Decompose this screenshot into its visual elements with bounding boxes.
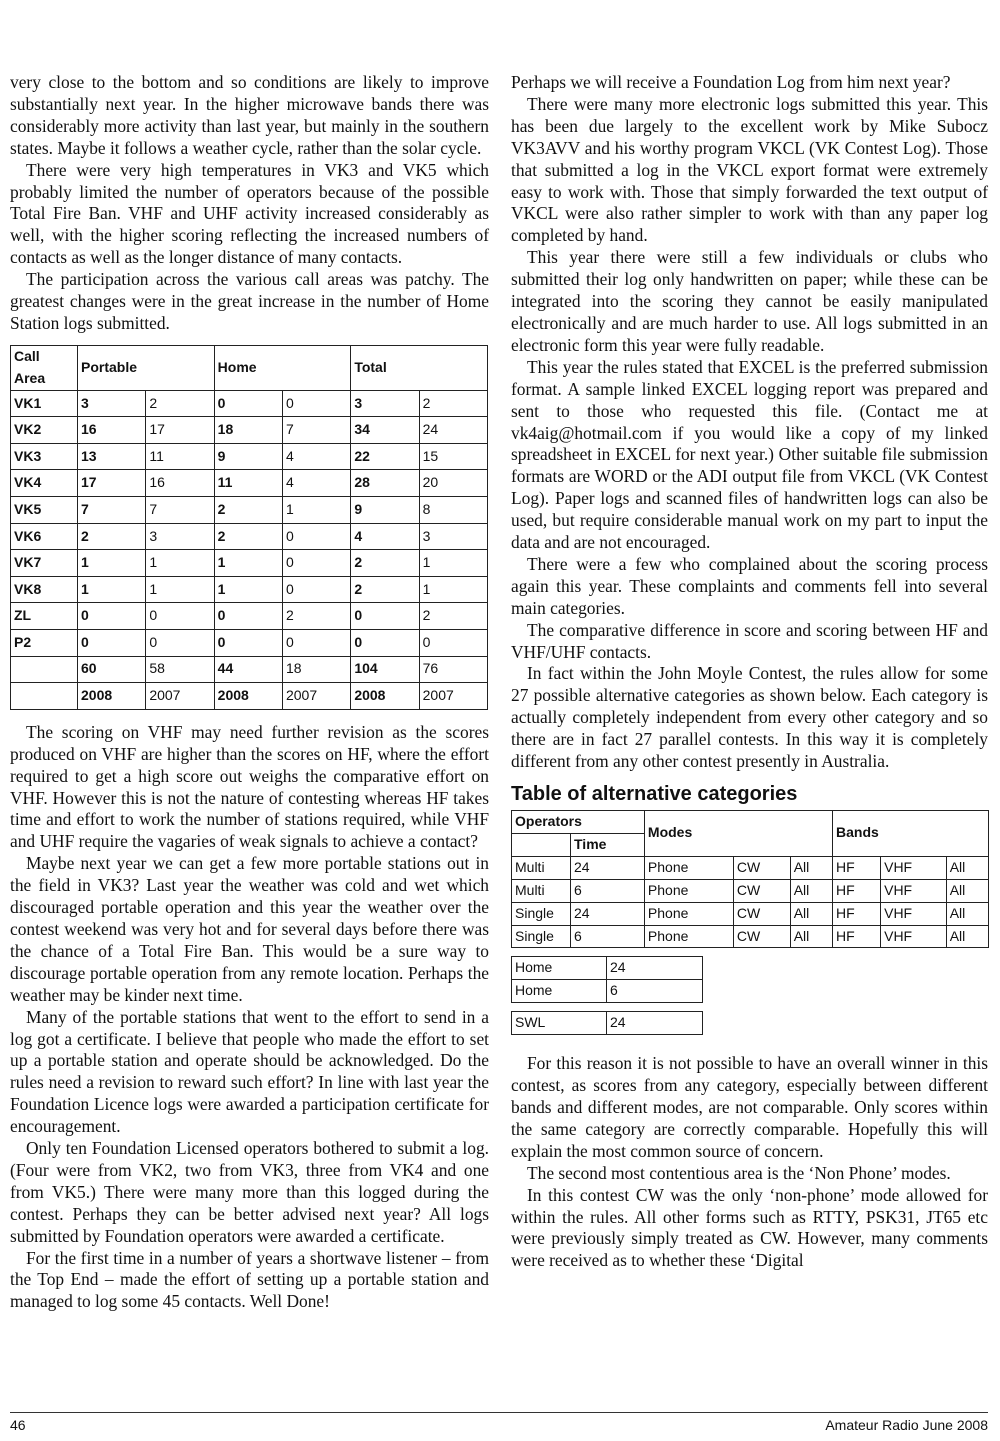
table-cell: 18: [214, 417, 282, 444]
table-cell: 0: [419, 630, 487, 657]
column-header-time: Time: [571, 833, 645, 856]
column-header-bands: Bands: [833, 811, 989, 857]
column-header-operators: Operators: [512, 811, 645, 834]
table-cell: 1: [419, 550, 487, 577]
table-cell: Home: [512, 980, 607, 1003]
paragraph: There were a few who complained about the scoring process again this year. These complaints and comments fell into several main categories.: [511, 553, 988, 618]
paragraph: In fact within the John Moyle Contest, the rules allow for some 27 possible alternative categories as shown below. Each category is actually completely independent from every other category and so there are in fact 27 parallel contests. In this way it is completely different from any other contest presently in Australia.: [511, 663, 988, 772]
right-column: [511, 72, 988, 1272]
table-cell: VK5: [11, 497, 78, 524]
table-cell: 7: [282, 417, 350, 444]
swl-table-body: [512, 1012, 703, 1035]
table-header-row: [11, 345, 488, 390]
table-cell: 24: [607, 1012, 703, 1035]
column-header-call-area: Call Area: [11, 345, 78, 390]
table-cell: VK3: [11, 443, 78, 470]
table-row: [512, 925, 989, 948]
table-cell: Phone: [644, 856, 733, 879]
table-row: [512, 902, 989, 925]
table-cell: 7: [78, 497, 146, 524]
table-row: [512, 957, 703, 980]
table-cell: 0: [214, 630, 282, 657]
table-cell: 0: [282, 550, 350, 577]
paragraph: For this reason it is not possible to have an overall winner in this contest, as scores from any category, especially between different bands and different modes, are not comparable. Only scores within the same category are correctly comparable. Hopefully this will explain the most common source of concern.: [511, 1053, 988, 1161]
table-cell: 2: [146, 390, 214, 417]
table-cell: 1: [146, 550, 214, 577]
table-cell: 2007: [146, 683, 214, 710]
swl-table: [511, 1011, 703, 1035]
table-row: [512, 1012, 703, 1035]
table-row: [11, 390, 488, 417]
table-cell: 16: [146, 470, 214, 497]
table-cell: P2: [11, 630, 78, 657]
table-row: [11, 470, 488, 497]
table-cell: All: [790, 879, 832, 902]
table-cell: 1: [78, 576, 146, 603]
table-cell: 3: [146, 523, 214, 550]
table-cell: [11, 683, 78, 710]
table-cell: 0: [214, 390, 282, 417]
table-cell: 2: [351, 576, 419, 603]
table-cell: All: [946, 856, 988, 879]
table-header-row: [512, 811, 989, 834]
table-cell: 2: [419, 603, 487, 630]
table-cell: 9: [351, 497, 419, 524]
table-cell: 3: [78, 390, 146, 417]
table-cell: 1: [78, 550, 146, 577]
table-cell: ZL: [11, 603, 78, 630]
table-cell: 1: [419, 576, 487, 603]
table-cell: Single: [512, 902, 571, 925]
table-cell: All: [946, 902, 988, 925]
table-cell: 8: [419, 497, 487, 524]
table-cell: 2: [282, 603, 350, 630]
page-number: 46: [10, 1417, 26, 1433]
table-cell: 2: [419, 390, 487, 417]
table-cell: VHF: [881, 902, 947, 925]
table-cell: CW: [733, 925, 790, 948]
footer-divider: [10, 1412, 988, 1413]
table-cell: All: [790, 925, 832, 948]
table-cell: 58: [146, 656, 214, 683]
table-cell: 6: [607, 980, 703, 1003]
table-cell: 1: [282, 497, 350, 524]
table-cell: 76: [419, 656, 487, 683]
categories-table-body: [512, 856, 989, 948]
paragraph: Only ten Foundation Licensed operators bothered to submit a log. (Four were from VK2, two from VK3, three from VK4 and one from VK5.) There were many more than this logged during the contest. Perhaps they can be better advised next year? All logs submitted by Foundation operators were awarded a certificate.: [10, 1138, 489, 1246]
table-cell: CW: [733, 879, 790, 902]
table-cell: 2: [214, 497, 282, 524]
table-cell: 2008: [214, 683, 282, 710]
paragraph: The participation across the various call areas was patchy. The greatest changes were in the great increase in the number of Home Station logs submitted.: [10, 269, 489, 333]
table-cell: 60: [78, 656, 146, 683]
table-cell: CW: [733, 902, 790, 925]
paragraph: The scoring on VHF may need further revision as the scores produced on VHF are higher than the scores on HF, where the effort required to get a high score out weighs the comparative effort on VHF. However this is not the nature of contesting whereas HF takes time and effort to work the number of stations required, while VHF and UHF require the vagaries of weak signals to achieve a contact?: [10, 721, 489, 852]
paragraph: very close to the bottom and so conditions are likely to improve substantially next year. In the higher microwave bands there was considerably more activity than last year, but mainly in the southern states. Maybe it follows a weather cycle, rather than the solar cycle.: [10, 72, 489, 158]
table-cell: 44: [214, 656, 282, 683]
table-cell: VHF: [881, 879, 947, 902]
table-cell: 15: [419, 443, 487, 470]
column-header-modes: Modes: [644, 811, 832, 857]
paragraph: Perhaps we will receive a Foundation Log from him next year?: [511, 72, 951, 92]
column-header-home: Home: [214, 345, 351, 390]
table-cell: Single: [512, 925, 571, 948]
table-row: [11, 417, 488, 444]
table-cell: 24: [571, 902, 645, 925]
table-cell: 0: [146, 630, 214, 657]
table-cell: 1: [214, 550, 282, 577]
table-cell: 17: [146, 417, 214, 444]
table-cell: 16: [78, 417, 146, 444]
table-cell: Multi: [512, 879, 571, 902]
table-cell: HF: [833, 856, 881, 879]
table-cell: 18: [282, 656, 350, 683]
column-header-total: Total: [351, 345, 488, 390]
table-cell: 24: [607, 957, 703, 980]
paragraph: There were many more electronic logs submitted this year. This has been due largely to the excellent work by Mike Subocz VK3AVV and his worthy program VKCL (VK Contest Log). Those that submitted a log in the VKCL export format were extremely easy to work with. Those that simply forwarded the text output of VKCL were also rather simpler to work with than any paper log completed by hand.: [511, 93, 988, 246]
table-cell: 0: [78, 603, 146, 630]
paragraph: For the first time in a number of years a shortwave listener – from the Top End – made the effort of setting up a portable station and managed to log some 45 contacts. Well Done!: [10, 1247, 489, 1312]
table-cell: 104: [351, 656, 419, 683]
table-cell: 3: [419, 523, 487, 550]
section-heading: Table of alternative categories: [511, 783, 798, 805]
table-cell: 4: [282, 443, 350, 470]
table-cell: HF: [833, 879, 881, 902]
table-cell: 6: [571, 879, 645, 902]
home-table: [511, 956, 703, 1003]
table-cell: VK7: [11, 550, 78, 577]
table-cell: 2007: [282, 683, 350, 710]
table-cell: VHF: [881, 925, 947, 948]
call-area-table-body: [11, 390, 488, 709]
call-area-table: [10, 345, 488, 710]
table-cell: 34: [351, 417, 419, 444]
table-row: [11, 443, 488, 470]
table-cell: 2007: [419, 683, 487, 710]
table-cell: 9: [214, 443, 282, 470]
table-cell: VK6: [11, 523, 78, 550]
table-cell: 0: [282, 523, 350, 550]
table-cell: 11: [214, 470, 282, 497]
table-cell: All: [790, 856, 832, 879]
paragraph: Maybe next year we can get a few more portable stations out in the field in VK3? Last year the weather was cold and wet which discouraged portable operation and this year the weather over the contest weekend was very hot and for several days before there was the chance of a Total Fire Ban. This would be a sure way to discourage portable operation from any remote location. Perhaps the weather may be kinder next time.: [10, 853, 489, 1005]
table-cell: 0: [351, 630, 419, 657]
table-cell: 24: [419, 417, 487, 444]
table-cell: 1: [146, 576, 214, 603]
table-cell: 20: [419, 470, 487, 497]
table-cell: All: [790, 902, 832, 925]
table-cell: 0: [282, 390, 350, 417]
table-cell: All: [946, 879, 988, 902]
table-cell: 17: [78, 470, 146, 497]
paragraph: The second most contentious area is the ‘Non Phone’ modes.: [527, 1162, 951, 1183]
table-cell: Phone: [644, 879, 733, 902]
table-cell: VHF: [881, 856, 947, 879]
table-cell: Home: [512, 957, 607, 980]
table-cell: All: [946, 925, 988, 948]
table-row: [11, 550, 488, 577]
paragraph: Many of the portable stations that went to the effort to send in a log got a certificate. I believe that people who made the effort to set up a portable station and operate should be acknowledged. Do the rules need a revision to reward such effort? In line with last year the Foundation Licence logs were awarded a participation certificate for encouragement.: [10, 1006, 489, 1137]
table-cell: 3: [351, 390, 419, 417]
table-cell: 0: [282, 576, 350, 603]
table-cell: 22: [351, 443, 419, 470]
table-cell: 11: [146, 443, 214, 470]
table-cell: 0: [282, 630, 350, 657]
publication-title: Amateur Radio June 2008: [825, 1417, 988, 1433]
table-cell: 6: [571, 925, 645, 948]
left-column: [10, 72, 489, 1313]
table-row: [512, 879, 989, 902]
table-cell: 2: [214, 523, 282, 550]
paragraph: This year the rules stated that EXCEL is the preferred submission format. A sample linked EXCEL logging report was prepared and sent to those who requested this file. (Contact me at vk4aig@hotmail.com if you would like a copy of my linked spreadsheet in EXCEL for next year.) Other suitable file submission formats are WORD or the ADI output file from VKCL (VK Contest Log). Paper logs and scanned files of handwritten logs can also be used, but require considerable manual work on my part to input the data and are not encouraged.: [511, 356, 988, 553]
column-header-portable: Portable: [78, 345, 215, 390]
table-cell: VK4: [11, 470, 78, 497]
home-table-body: [512, 957, 703, 1003]
table-row: [11, 523, 488, 550]
table-cell: 0: [351, 603, 419, 630]
table-cell: VK1: [11, 390, 78, 417]
table-cell: 0: [214, 603, 282, 630]
table-cell: HF: [833, 925, 881, 948]
paragraph: There were very high temperatures in VK3 and VK5 which probably limited the number of operators because of the possible Total Fire Ban. VHF and UHF activity increased considerably as well, with the higher scoring reflecting the increased numbers of contacts as well as the longer distance of many contacts.: [10, 159, 489, 268]
table-cell: HF: [833, 902, 881, 925]
table-cell: 1: [214, 576, 282, 603]
table-row: [11, 497, 488, 524]
table-cell: SWL: [512, 1012, 607, 1035]
table-row: [11, 656, 488, 683]
table-cell: Phone: [644, 925, 733, 948]
paragraph: The comparative difference in score and scoring between HF and VHF/UHF contacts.: [511, 619, 988, 662]
table-cell: 0: [78, 630, 146, 657]
table-cell: CW: [733, 856, 790, 879]
table-cell: 4: [282, 470, 350, 497]
table-cell: 13: [78, 443, 146, 470]
paragraph: This year there were still a few individuals or clubs who submitted their log only handwritten on paper; while these can be integrated into the scoring they cannot be easily manipulated electronically and are much harder to use. All logs submitted in an electronic form this year were fully readable.: [511, 247, 988, 355]
paragraph: In this contest CW was the only ‘non-phone’ mode allowed for within the rules. All other forms such as RTTY, PSK31, JT65 etc were previously simply treated as CW. However, many comments were received as to whether these ‘Digital: [511, 1184, 988, 1271]
table-row: [11, 603, 488, 630]
table-cell: 2008: [351, 683, 419, 710]
table-row: [512, 980, 703, 1003]
table-cell: VK8: [11, 576, 78, 603]
table-cell: 0: [146, 603, 214, 630]
table-row: [512, 856, 989, 879]
table-cell: [11, 656, 78, 683]
categories-table: [511, 810, 989, 948]
table-cell: 24: [571, 856, 645, 879]
table-cell: 2: [78, 523, 146, 550]
table-row: [11, 683, 488, 710]
table-cell: Multi: [512, 856, 571, 879]
empty-cell: [512, 833, 571, 856]
table-cell: 28: [351, 470, 419, 497]
table-row: [11, 576, 488, 603]
table-cell: 7: [146, 497, 214, 524]
table-cell: 2: [351, 550, 419, 577]
table-cell: 4: [351, 523, 419, 550]
table-row: [11, 630, 488, 657]
table-cell: Phone: [644, 902, 733, 925]
table-cell: VK2: [11, 417, 78, 444]
table-cell: 2008: [78, 683, 146, 710]
